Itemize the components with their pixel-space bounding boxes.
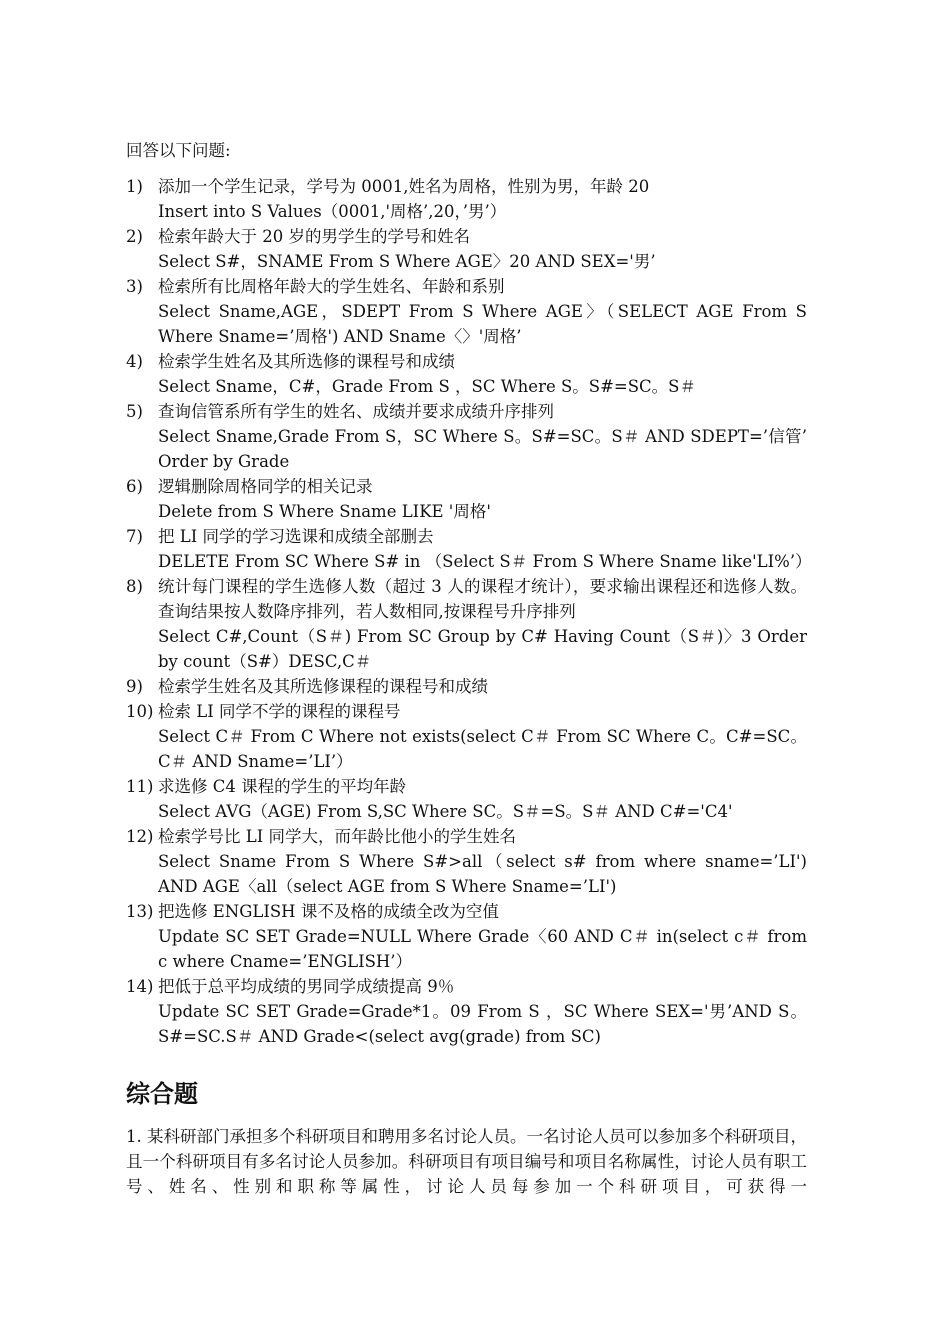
question-number: 9) [126, 677, 143, 696]
question-number: 14) [126, 977, 154, 996]
question-number: 7) [126, 527, 143, 546]
question-number: 12) [126, 827, 154, 846]
answer-sql: Select Sname，C#，Grade From S ，SC Where S。S#=SC。S＃ [158, 377, 696, 396]
question-text: 把 LI 同学的学习选课和成绩全部删去 [158, 527, 434, 546]
question-item [126, 774, 807, 824]
question-item [126, 699, 807, 774]
question-number: 2) [126, 227, 143, 246]
intro-text: 回答以下问题: [126, 141, 231, 160]
question-item [126, 224, 807, 274]
question-item [126, 524, 812, 574]
question-item [126, 349, 807, 399]
question-text: 检索 LI 同学不学的课程的课程号 [158, 702, 401, 721]
answer-sql: Select Sname,AGE，SDEPT From S Where AGE〉（SELECT AGE From S Where Sname=’周格') AND Sname〈〉'周格’ [158, 302, 807, 346]
question-item [126, 824, 807, 899]
body-paragraph: 1. 某科研部门承担多个科研项目和聘用多名讨论人员。一名讨论人员可以参加多个科研项目，且一个科研项目有多名讨论人员参加。科研项目有项目编号和项目名称属性，讨论人员有职工号、姓名、性别和职称等属性，讨论人员每参加一个科研项目，可获得一 [126, 1127, 807, 1196]
question-number: 4) [126, 352, 143, 371]
question-item [126, 974, 807, 1049]
question-number: 8) [126, 577, 143, 596]
question-item [126, 274, 807, 349]
answer-sql: Select AVG（AGE) From S,SC Where SC。S＃=S。S＃ AND C#='C4' [158, 802, 733, 821]
answer-sql: Delete from S Where Sname LIKE '周格' [158, 502, 491, 521]
question-text: 把选修 ENGLISH 课不及格的成绩全改为空值 [158, 902, 499, 921]
answer-sql: Insert into S Values（0001,'周格’,20，’男’） [158, 202, 507, 221]
question-number: 13) [126, 902, 154, 921]
question-number: 3) [126, 277, 143, 296]
question-list [126, 174, 812, 1049]
question-text: 检索年龄大于 20 岁的男学生的学号和姓名 [158, 227, 470, 246]
answer-sql: Select C#,Count（S＃) From SC Group by C# Having Count（S＃)〉3 Order by count（S#）DESC,C＃ [158, 627, 807, 671]
question-item [126, 474, 807, 524]
question-number: 1) [126, 177, 143, 196]
answer-sql: Update SC SET Grade=Grade*1。09 From S ，SC Where SEX='男’AND S。S#=SC.S＃ AND Grade<(select avg(grade) from SC) [158, 1002, 807, 1046]
answer-sql: DELETE From SC Where S# in （Select S＃ From S Where Sname like'LI%’） [158, 552, 812, 571]
question-text: 检索学生姓名及其所选修课程的课程号和成绩 [158, 677, 488, 696]
question-text: 添加一个学生记录，学号为 0001,姓名为周格，性别为男，年龄 20 [158, 177, 650, 196]
answer-sql: Select Sname From S Where S#>all（select s# from where sname=’LI') AND AGE〈all（select AGE from S Where Sname=’LI') [158, 852, 807, 896]
answer-sql: Update SC SET Grade=NULL Where Grade〈60 AND C＃ in(select c＃ from c where Cname=’ENGLISH’） [158, 927, 807, 971]
question-item [126, 399, 807, 474]
answer-sql: Select Sname,Grade From S，SC Where S。S#=SC。S＃ AND SDEPT=’信管’ Order by Grade [158, 427, 807, 471]
question-text: 求选修 C4 课程的学生的平均年龄 [158, 777, 407, 796]
question-text: 把低于总平均成绩的男同学成绩提高 9％ [158, 977, 455, 996]
question-number: 6) [126, 477, 143, 496]
question-item [126, 174, 807, 224]
question-text: 检索学生姓名及其所选修的课程号和成绩 [158, 352, 455, 371]
question-number: 11) [126, 777, 154, 796]
question-text: 检索所有比周格年龄大的学生姓名、年龄和系别 [158, 277, 505, 296]
question-item [126, 899, 807, 974]
question-text: 逻辑删除周格同学的相关记录 [158, 477, 373, 496]
question-text: 查询信管系所有学生的姓名、成绩并要求成绩升序排列 [158, 402, 554, 421]
question-number: 5) [126, 402, 143, 421]
answer-sql: Select C＃ From C Where not exists(select C＃ From SC Where C。C#=SC。C＃ AND Sname=’LI’） [158, 727, 807, 771]
question-number: 10) [126, 702, 154, 721]
question-item [126, 674, 807, 699]
question-item [126, 574, 807, 674]
answer-sql: Select S#，SNAME From S Where AGE〉20 AND SEX='男’ [158, 252, 656, 271]
section-heading: 综合题 [126, 1080, 198, 1108]
question-text: 检索学号比 LI 同学大，而年龄比他小的学生姓名 [158, 827, 516, 846]
question-text: 统计每门课程的学生选修人数（超过 3 人的课程才统计），要求输出课程还和选修人数。查询结果按人数降序排列，若人数相同,按课程号升序排列 [158, 577, 807, 621]
